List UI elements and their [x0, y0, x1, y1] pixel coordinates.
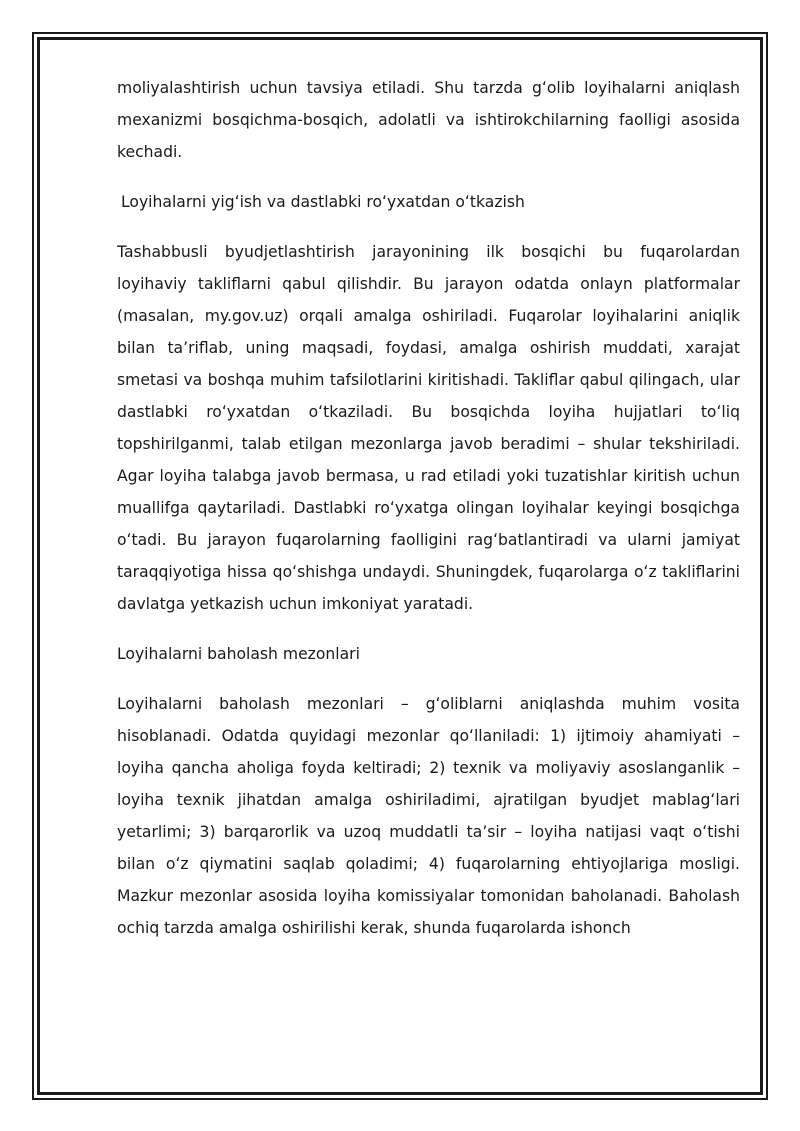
section-heading-criteria: Loyihalarni baholash mezonlari: [117, 645, 360, 663]
section-heading-collection: Loyihalarni yigʻish va dastlabki roʻyxatdan oʻtkazish: [121, 193, 525, 211]
document-body: [117, 72, 740, 962]
paragraph-intro-continuation: moliyalashtirish uchun tavsiya etiladi. Shu tarzda gʻolib loyihalarni aniqlash mexanizmi bosqichma-bosqich, adolatli va ishtirokchilarning faolligi asosida kechadi.: [117, 79, 740, 161]
paragraph-collection: Tashabbusli byudjetlashtirish jarayonining ilk bosqichi bu fuqarolardan loyihaviy takliflarni qabul qilishdir. Bu jarayon odatda onlayn platformalar (masalan, my.gov.uz) orqali amalga oshiriladi. Fuqarolar loyihalarini aniqlik bilan ta’riflab, uning maqsadi, foydasi, amalga oshirish muddati, xarajat smetasi va boshqa muhim tafsilotlarini kiritishadi. Takliflar qabul qilingach, ular dastlabki roʻyxatdan oʻtkaziladi. Bu bosqichda loyiha hujjatlari toʻliq topshirilganmi, talab etilgan mezonlarga javob beradimi – shular tekshiriladi. Agar loyiha talabga javob bermasa, u rad etiladi yoki tuzatishlar kiritish uchun muallifga qaytariladi. Dastlabki roʻyxatga olingan loyihalar keyingi bosqichga oʻtadi. Bu jarayon fuqarolarning faolligini ragʻbatlantiradi va ularni jamiyat taraqqiyotiga hissa qoʻshishga undaydi. Shuningdek, fuqarolarga oʻz takliflarini davlatga yetkazish uchun imkoniyat yaratadi.: [117, 243, 740, 613]
paragraph-criteria: Loyihalarni baholash mezonlari – gʻoliblarni aniqlashda muhim vosita hisoblanadi. Odatda quyidagi mezonlar qoʻllaniladi: 1) ijtimoiy ahamiyati – loyiha qancha aholiga foyda keltiradi; 2) texnik va moliyaviy asoslanganlik – loyiha texnik jihatdan amalga oshiriladimi, ajratilgan byudjet mablagʻlari yetarlimi; 3) barqarorlik va uzoq muddatli ta’sir – loyiha natijasi vaqt oʻtishi bilan oʻz qiymatini saqlab qoladimi; 4) fuqarolarning ehtiyojlariga mosligi. Mazkur mezonlar asosida loyiha komissiyalar tomonidan baholanadi. Baholash ochiq tarzda amalga oshirilishi kerak, shunda fuqarolarda ishonch: [117, 695, 740, 937]
